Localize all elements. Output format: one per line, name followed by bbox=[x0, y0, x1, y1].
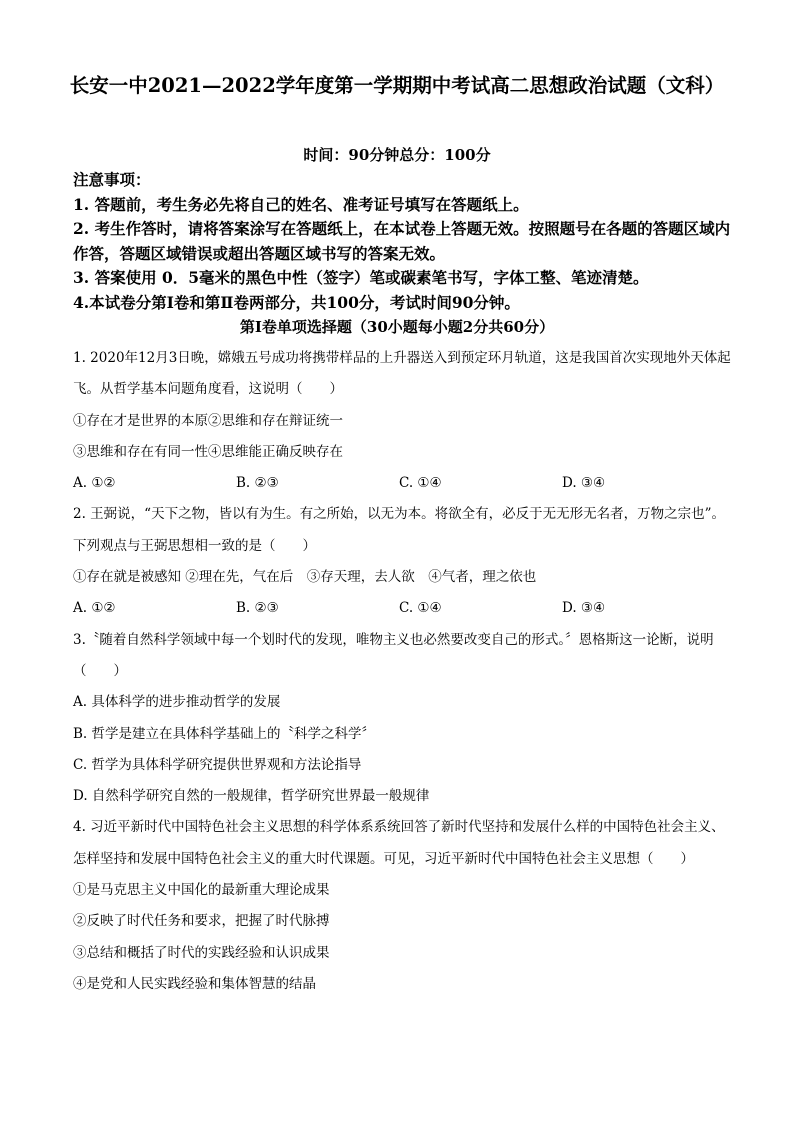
option-d: D. ③④ bbox=[562, 600, 606, 617]
option-b: B. ②③ bbox=[236, 475, 279, 492]
question-stem: 2. 王弼说，“天下之物，皆以有为生。有之所始，以无为本。将欲全有，必反于无无形无名者，万物之宗也”。下列观点与王弼思想相一致的是（ ） bbox=[73, 506, 725, 554]
question-line: ①存在才是世界的本原②思维和存在辩证统一 bbox=[73, 412, 343, 429]
option-b: B. ②③ bbox=[236, 600, 279, 617]
question-line: ③思维和存在有同一性④思维能正确反映存在 bbox=[73, 443, 343, 460]
option-d: D. ③④ bbox=[562, 475, 606, 492]
question-list bbox=[73, 343, 733, 1000]
question-line: B. 哲学是建立在具体科学基础上的〝科学之科学〞 bbox=[73, 725, 376, 742]
note-item: 2. 考生作答时，请将答案涂写在答题纸上，在本试卷上答题无效。按照题号在各题的答题区域内作答，答题区域错误或超出答题区域书写的答案无效。 bbox=[73, 219, 731, 263]
option-a: A. ①② bbox=[73, 475, 116, 492]
question-options bbox=[73, 593, 733, 624]
note-item: 4.本试卷分第Ⅰ卷和第Ⅱ卷两部分，共100分，考试时间90分钟。 bbox=[73, 292, 520, 312]
question-stem: 3.〝随着自然科学领域中每一个划时代的发现，唯物主义也必然要改变自己的形式。〞恩格斯这一论断，说明（ ） bbox=[73, 631, 714, 679]
exam-time-score: 时间：90分钟总分：100分 bbox=[303, 146, 491, 164]
note-item: 1. 答题前，考生务必先将自己的姓名、准考证号填写在答题纸上。 bbox=[73, 194, 529, 214]
notes-block bbox=[73, 168, 733, 315]
note-item: 3. 答案使用 0．5毫米的黑色中性（签字）笔或碳素笔书写，字体工整、笔迹清楚。 bbox=[73, 268, 649, 287]
section-title: 第Ⅰ卷单项选择题（30小题每小题2分共60分） bbox=[239, 318, 555, 336]
question-line: ②反映了时代任务和要求，把握了时代脉搏 bbox=[73, 913, 330, 930]
option-a: A. ①② bbox=[73, 600, 116, 617]
notes-heading: 注意事项： bbox=[73, 170, 151, 189]
question-line: ①存在就是被感知 ②理在先，气在后 ③存天理，去人欲 ④气者，理之依也 bbox=[73, 569, 537, 586]
question-options bbox=[73, 468, 733, 499]
question-line: C. 哲学为具体科学研究提供世界观和方法论指导 bbox=[73, 756, 362, 773]
question-line: ④是党和人民实践经验和集体智慧的结晶 bbox=[73, 975, 316, 992]
question-line: D. 自然科学研究自然的一般规律，哲学研究世界最一般规律 bbox=[73, 788, 430, 805]
question-stem: 4. 习近平新时代中国特色社会主义思想的科学体系系统回答了新时代坚持和发展什么样的中国特色社会主义、怎样坚持和发展中国特色社会主义的重大时代课题。可见，习近平新时代中国特色社会主义思想（ ） bbox=[73, 819, 725, 867]
question-line: ③总结和概括了时代的实践经验和认识成果 bbox=[73, 944, 330, 961]
question-line: ①是马克思主义中国化的最新重大理论成果 bbox=[73, 882, 330, 899]
option-c: C. ①④ bbox=[399, 600, 442, 617]
question-stem: 1. 2020年12月3日晚，嫦娥五号成功将携带样品的上升器送入到预定环月轨道，这是我国首次实现地外天体起飞。从哲学基本问题角度看，这说明（ ） bbox=[73, 350, 731, 398]
exam-title: 长安一中2021—2022学年度第一学期期中考试高二思想政治试题（文科） bbox=[69, 74, 725, 97]
option-c: C. ①④ bbox=[399, 475, 442, 492]
question-line: A. 具体科学的进步推动哲学的发展 bbox=[73, 694, 281, 711]
